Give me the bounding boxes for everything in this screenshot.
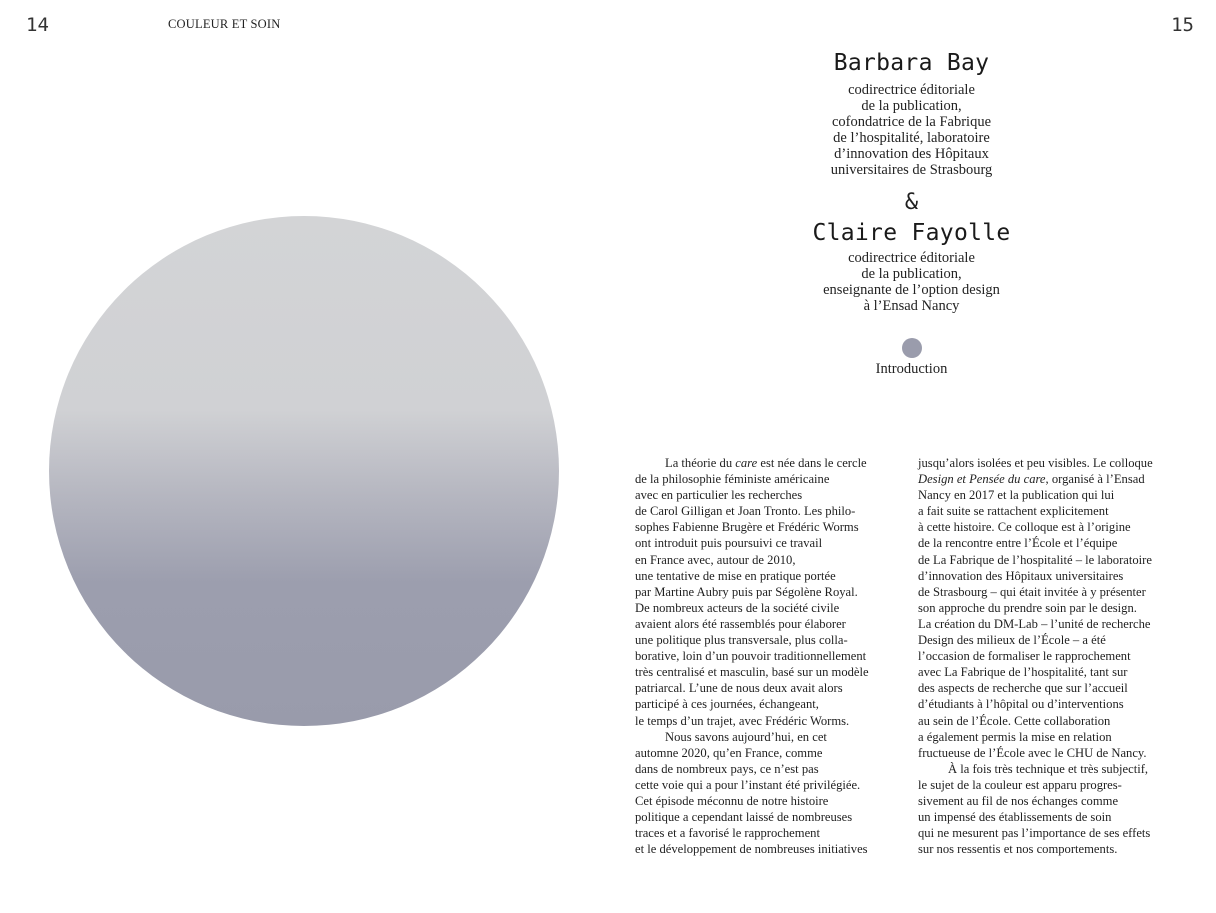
body-text-line: Cet épisode méconnu de notre histoire [635,793,829,808]
body-text-line: le sujet de la couleur est apparu progres- [918,777,1122,792]
body-text-line: Nancy en 2017 et la publication qui lui [918,488,1115,503]
body-text-line: sur nos ressentis et nos comportements. [918,842,1118,857]
body-text-line: avec en particulier les recherches [635,488,803,503]
body-text-line: très centralisé et masculin, basé sur un modèle [635,665,869,680]
body-text-line: d’innovation des Hôpitaux universitaires [918,568,1124,583]
page-number-left: 14 [26,14,49,36]
author-role-line: à l’Ensad Nancy [863,298,960,314]
body-text-line: De nombreux acteurs de la société civile [635,600,840,615]
author-role-line: universitaires de Strasbourg [830,162,993,178]
section-dot-icon [902,338,922,358]
body-text-line: l’occasion de formaliser le rapprochement [918,649,1131,664]
body-text-line: par Martine Aubry puis par Ségolène Royal. [635,584,858,599]
gradient-circle-illustration [49,216,559,726]
body-text-line: sivement au fil de nos échanges comme [918,793,1119,808]
body-text-line: cette voie qui a pour l’instant été privilégiée. [635,777,861,792]
body-text-line: avec La Fabrique de l’hospitalité, tant sur [918,665,1128,680]
section-label: Introduction [875,361,948,377]
body-text-line: sophes Fabienne Brugère et Frédéric Worms [635,520,859,535]
body-text-line: et le développement de nombreuses initiatives [635,842,868,857]
author-role-line: codirectrice éditoriale [848,82,975,98]
author-role-line: codirectrice éditoriale [848,250,975,266]
author-name-1: Barbara Bay [833,50,990,76]
body-text-line: d’étudiants à l’hôpital ou d’interventions [918,697,1124,712]
author-role-line: cofondatrice de la Fabrique [831,114,992,130]
body-text-line: À la fois très technique et très subjectif, [948,761,1149,776]
author-role-line: de l’hospitalité, laboratoire [833,130,990,146]
body-text-line: a fait suite se rattachent explicitement [918,504,1109,519]
body-text-line: de La Fabrique de l’hospitalité – le laboratoire [918,552,1152,567]
body-text-line: Design et Pensée du care, organisé à l’Ensad [918,472,1145,487]
author-role-2 [700,250,1123,314]
body-text-line: dans de nombreux pays, ce n’est pas [635,761,819,776]
body-text-line: son approche du prendre soin par le design. [918,600,1137,615]
body-text-line: La création du DM-Lab – l’unité de recherche [918,616,1151,631]
body-text-line: politique a cependant laissé de nombreuses [635,810,853,825]
author-block [700,48,1123,378]
body-text-line: borative, loin d’un pouvoir traditionnellement [635,649,867,664]
body-text-line: une politique plus transversale, plus colla- [635,633,848,648]
body-text-line: de Strasbourg – qui était invitée à y présenter [918,584,1146,599]
author-role-line: d’innovation des Hôpitaux [834,146,989,162]
ampersand: & [904,190,919,215]
body-text-line: de la philosophie féministe américaine [635,472,830,487]
body-text-line: de Carol Gilligan et Joan Tronto. Les philo- [635,504,856,519]
body-text-line: La théorie du care est née dans le cercle [665,456,867,470]
author-role-line: de la publication, [861,266,962,282]
body-text-line: traces et a favorisé le rapprochement [635,826,820,841]
body-text-line: Nous savons aujourd’hui, en cet [665,729,827,744]
body-text-line: le temps d’un trajet, avec Frédéric Worms. [635,713,850,728]
body-text-line: une tentative de mise en pratique portée [635,568,836,583]
body-text-line: de la rencontre entre l’École et l’équipe [918,536,1118,551]
body-text-line: jusqu’alors isolées et peu visibles. Le colloque [918,456,1153,470]
body-text-line: qui ne mesurent pas l’importance de ses effets [918,826,1151,841]
body-text-line: Design des milieux de l’École – a été [918,633,1106,648]
body-text-line: participé à ces journées, échangeant, [635,697,819,712]
body-text-line: patriarcal. L’une de nous deux avait alors [635,681,843,696]
body-text-line: un impensé des établissements de soin [918,810,1112,825]
running-head: COULEUR ET SOIN [168,17,281,31]
author-role-1 [700,82,1123,178]
body-column-1 [635,455,910,857]
page-number-right: 15 [1171,14,1194,36]
body-text-line: à cette histoire. Ce colloque est à l’origine [918,520,1131,535]
body-text-line: en France avec, autour de 2010, [635,552,796,567]
body-text-line: au sein de l’École. Cette collaboration [918,713,1111,728]
body-text-line: automne 2020, qu’en France, comme [635,745,823,760]
author-name-2: Claire Fayolle [812,220,1011,246]
body-column-2 [918,455,1193,857]
body-text-line: avaient alors été rassemblés pour élaborer [635,616,846,631]
body-text-line: fructueuse de l’École avec le CHU de Nancy. [918,745,1147,760]
body-text-line: des aspects de recherche que sur l’accueil [918,681,1128,696]
body-text-line: ont introduit puis poursuivi ce travail [635,536,823,551]
author-role-line: enseignante de l’option design [823,282,1000,298]
body-text-line: a également permis la mise en relation [918,729,1112,744]
author-role-line: de la publication, [861,98,962,114]
